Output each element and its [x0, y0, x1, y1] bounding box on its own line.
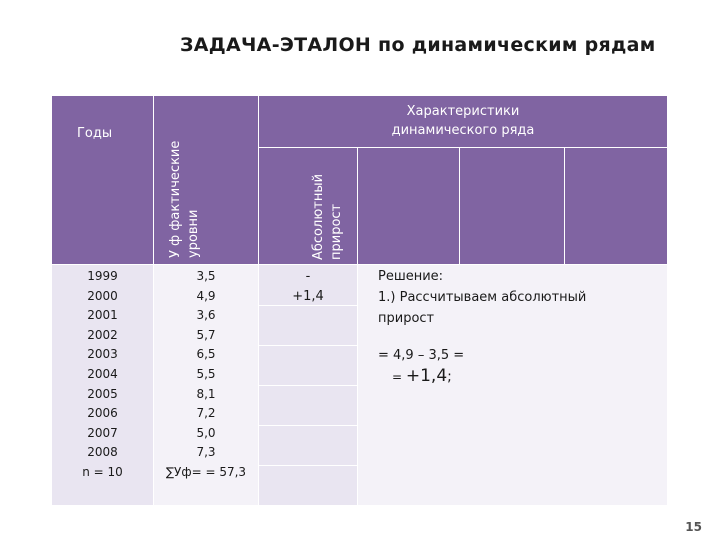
level-cell: 3,6	[196, 308, 216, 323]
header-levels-line2: уровни	[186, 209, 201, 258]
header-years-label: Годы	[77, 126, 113, 141]
year-cell: 2004	[87, 366, 118, 381]
header-levels-line1: У ф фактические	[168, 140, 183, 258]
solution-step-1: 1.) Рассчитываем абсолютный	[378, 290, 587, 305]
slide-title: ЗАДАЧА-ЭТАЛОН по динамическим рядам	[180, 34, 656, 56]
solution-result-value: +1,4	[405, 366, 448, 386]
year-cell: 2007	[87, 425, 118, 440]
level-cell: 4,9	[196, 288, 216, 303]
abs-growth-cell: +1,4	[292, 288, 324, 304]
level-cell: 3,5	[196, 269, 216, 283]
header-years	[52, 96, 153, 265]
year-cell: 2002	[87, 327, 118, 342]
solution-result-suffix: ;	[447, 369, 452, 385]
page-number: 15	[685, 520, 702, 534]
header-characteristics-line1: Характеристики	[406, 104, 520, 119]
solution-result-prefix: =	[392, 370, 406, 384]
grid-line	[357, 148, 358, 265]
header-characteristics	[259, 96, 667, 148]
level-cell: 8,1	[196, 386, 216, 401]
grid-line	[259, 147, 667, 148]
level-cell: 5,7	[196, 327, 216, 342]
solution-heading: Решение:	[378, 269, 444, 284]
year-cell: 2003	[87, 347, 118, 362]
header-levels	[154, 96, 258, 265]
level-sum-cell: ∑Уф= = 57,3	[165, 464, 247, 479]
level-cell: 5,0	[196, 425, 216, 440]
years-column	[52, 267, 153, 483]
solution-step-1-cont: прирост	[378, 311, 435, 326]
header-empty-1	[358, 148, 459, 265]
header-abs-line1: Абсолютный	[311, 173, 326, 260]
row-sep	[259, 465, 357, 466]
header-abs-line2: прирост	[329, 203, 344, 260]
grid-line	[258, 96, 259, 505]
abs-growth-column	[259, 267, 357, 306]
grid-line	[52, 264, 667, 265]
grid-line	[459, 148, 460, 265]
grid-line	[153, 96, 154, 505]
year-cell: 2006	[87, 406, 118, 421]
year-count-cell: n = 10	[82, 464, 123, 479]
header-characteristics-line2: динамического ряда	[391, 123, 535, 138]
row-sep	[259, 425, 357, 426]
header-abs-growth	[259, 148, 357, 265]
abs-growth-cell: -	[305, 269, 311, 284]
level-cell: 7,3	[196, 445, 216, 460]
level-cell: 5,5	[196, 366, 216, 381]
year-cell: 1999	[87, 269, 118, 283]
row-sep	[259, 385, 357, 386]
year-cell: 2000	[87, 288, 118, 303]
row-sep	[259, 345, 357, 346]
solution-text	[378, 266, 668, 388]
year-cell: 2008	[87, 445, 118, 460]
solution-result	[378, 366, 668, 388]
year-cell: 2001	[87, 308, 118, 323]
year-cell: 2005	[87, 386, 118, 401]
grid-line	[357, 265, 358, 505]
grid-line	[564, 148, 565, 265]
levels-column	[154, 267, 258, 483]
level-cell: 7,2	[196, 406, 216, 421]
header-empty-2	[460, 148, 564, 265]
level-cell: 6,5	[196, 347, 216, 362]
solution-formula: = 4,9 – 3,5 =	[378, 348, 465, 363]
header-empty-3	[565, 148, 667, 265]
